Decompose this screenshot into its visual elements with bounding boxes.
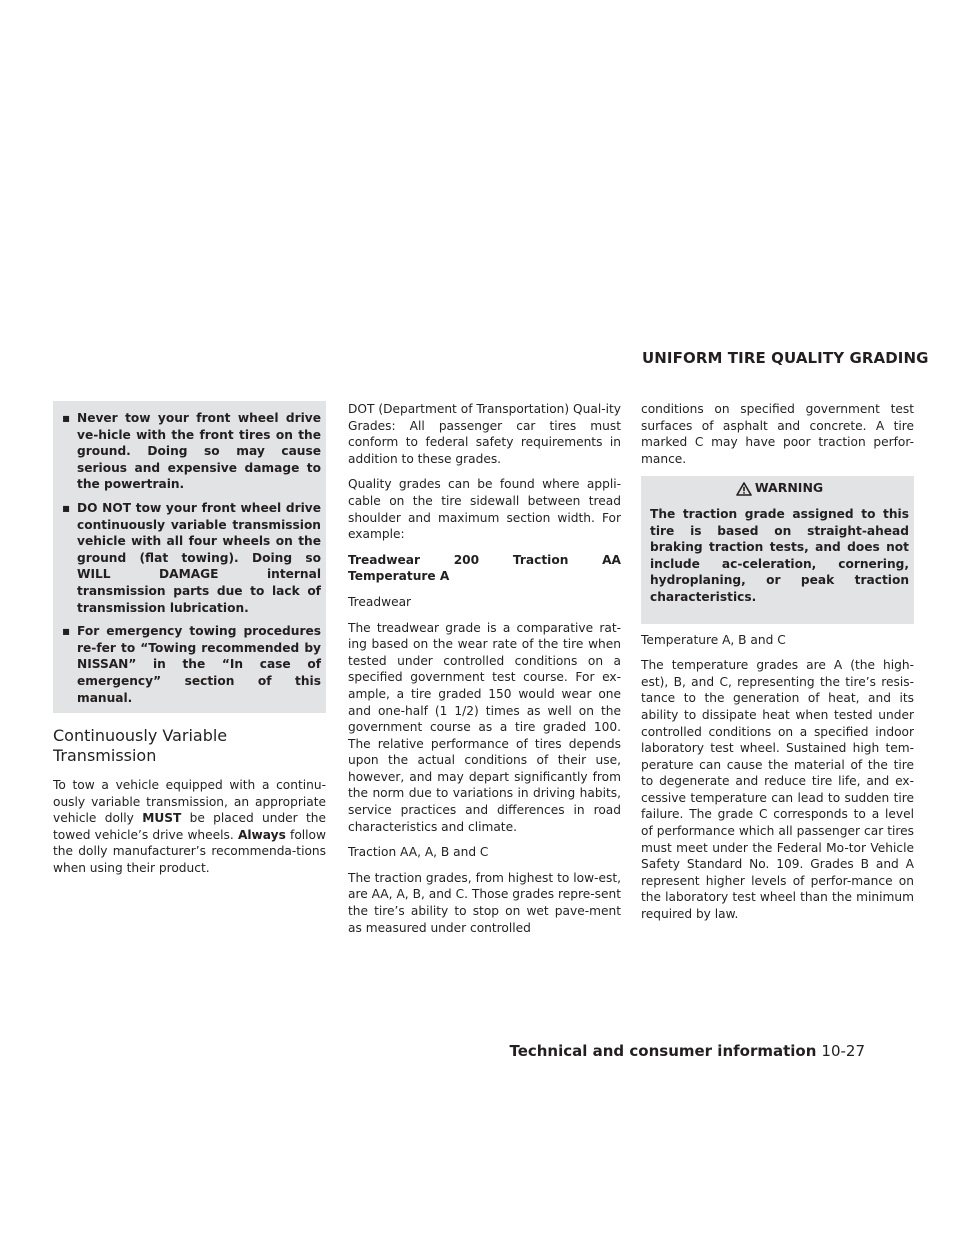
bullet-item [58,623,321,706]
treadwear-paragraph: The treadwear grade is a comparative rat-ing based on the wear rate of the tire when tested under controlled conditions on a specified government test course. For ex-ample, a tire graded 150 would wear one and one-half (1 1/2) times as well on the government course as a tire graded 100. The relative performance of tires depends upon the actual conditions of their use, however, and may depart significantly from the norm due to variations in driving habits, service practices and differences in road characteristics and climate. [348,620,621,834]
left-column [53,401,326,886]
emphasis-must: MUST [142,811,182,826]
bullet-marker: ▪ [62,624,71,639]
paragraph-text: be placed under the towed vehicle’s drive wheels. [53,811,326,842]
temperature-heading: Temperature A, B and C [641,632,786,647]
traction-heading: Traction AA, A, B and C [348,845,489,860]
bullet-item [58,410,321,493]
bullet-item [58,500,321,616]
bullet-marker: ▪ [62,500,71,515]
section-heading: UNIFORM TIRE QUALITY GRADING [642,349,929,367]
bullet-text: For emergency towing procedures re-fer to “Towing recommended by NISSAN” in the “In case of emergency” section of this manual. [77,624,321,705]
footer-title: Technical and consumer information [509,1042,817,1060]
towing-paragraph [53,777,326,877]
warning-label: WARNING [754,480,824,496]
treadwear-heading: Treadwear [348,594,412,609]
traction-paragraph: The traction grades, from highest to low-est, are AA, A, B, and C. Those grades repre-sent the tire’s ability to stop on wet pave-ment as measured under controlled [348,870,621,935]
bullet-text: DO NOT tow your front wheel drive continuously variable transmission vehicle with all four wheels on the ground (flat towing). Doing so WILL DAMAGE internal transmission parts due to lack of transmission lubrication. [77,500,321,615]
warning-title [650,480,909,497]
page-footer [509,1042,865,1060]
warning-text: The traction grade assigned to this tire is based on straight-ahead braking traction tests, and does not include ac-celeration, cornering, hydroplaning, or peak traction characteristics. [650,506,909,604]
grade-example: Treadwear 200 Traction AA Temperature A [348,552,621,584]
warning-triangle-icon [736,482,752,496]
traction-continued-paragraph: conditions on specified government test surfaces of asphalt and concrete. A tire marked C may have poor traction perfor-mance. [641,402,914,466]
dot-quality-paragraph: DOT (Department of Transportation) Qual-ity Grades: All passenger car tires must conform to federal safety requirements in addition to these grades. [348,402,621,466]
bullet-marker: ▪ [62,411,71,425]
page-number: 10-27 [821,1042,865,1060]
paragraph-text: To tow a vehicle equipped with a continu-ously variable transmission, an appropriate vehicle dolly [53,778,326,826]
middle-column [348,401,621,945]
grade-location-paragraph: Quality grades can be found where appli-cable on the tire sidewall between tread shoulder and maximum section width. For example: [348,477,621,542]
emphasis-always: Always [237,827,286,842]
subheading-cvt: Continuously Variable Transmission [53,726,228,766]
warning-box [641,476,914,623]
bullet-text: Never tow your front wheel drive ve-hicle with the front tires on the ground. Doing so may cause serious and expensive damage to the powertrain. [77,411,321,492]
paragraph-text: follow the dolly manufacturer’s recommenda-tions when using their product. [53,827,326,876]
temperature-paragraph: The temperature grades are A (the high-est), B, and C, representing the tire’s resis-tance to the generation of heat, and its ability to dissipate heat when tested under controlled conditions on a specified indoor laboratory test wheel. Sustained high tem-perature can cause the material of the tire to degenerate and reduce tire life, and ex-cessive temperature can lead to sudden tire failure. The grade C corresponds to a level of performance which all passenger car tires must meet under the Federal Mo-tor Vehicle Safety Standard No. 109. Grades B and A represent higher levels of perfor-mance on the laboratory test wheel than the minimum required by law. [641,658,914,922]
right-column [641,401,914,932]
caution-box [53,401,326,713]
